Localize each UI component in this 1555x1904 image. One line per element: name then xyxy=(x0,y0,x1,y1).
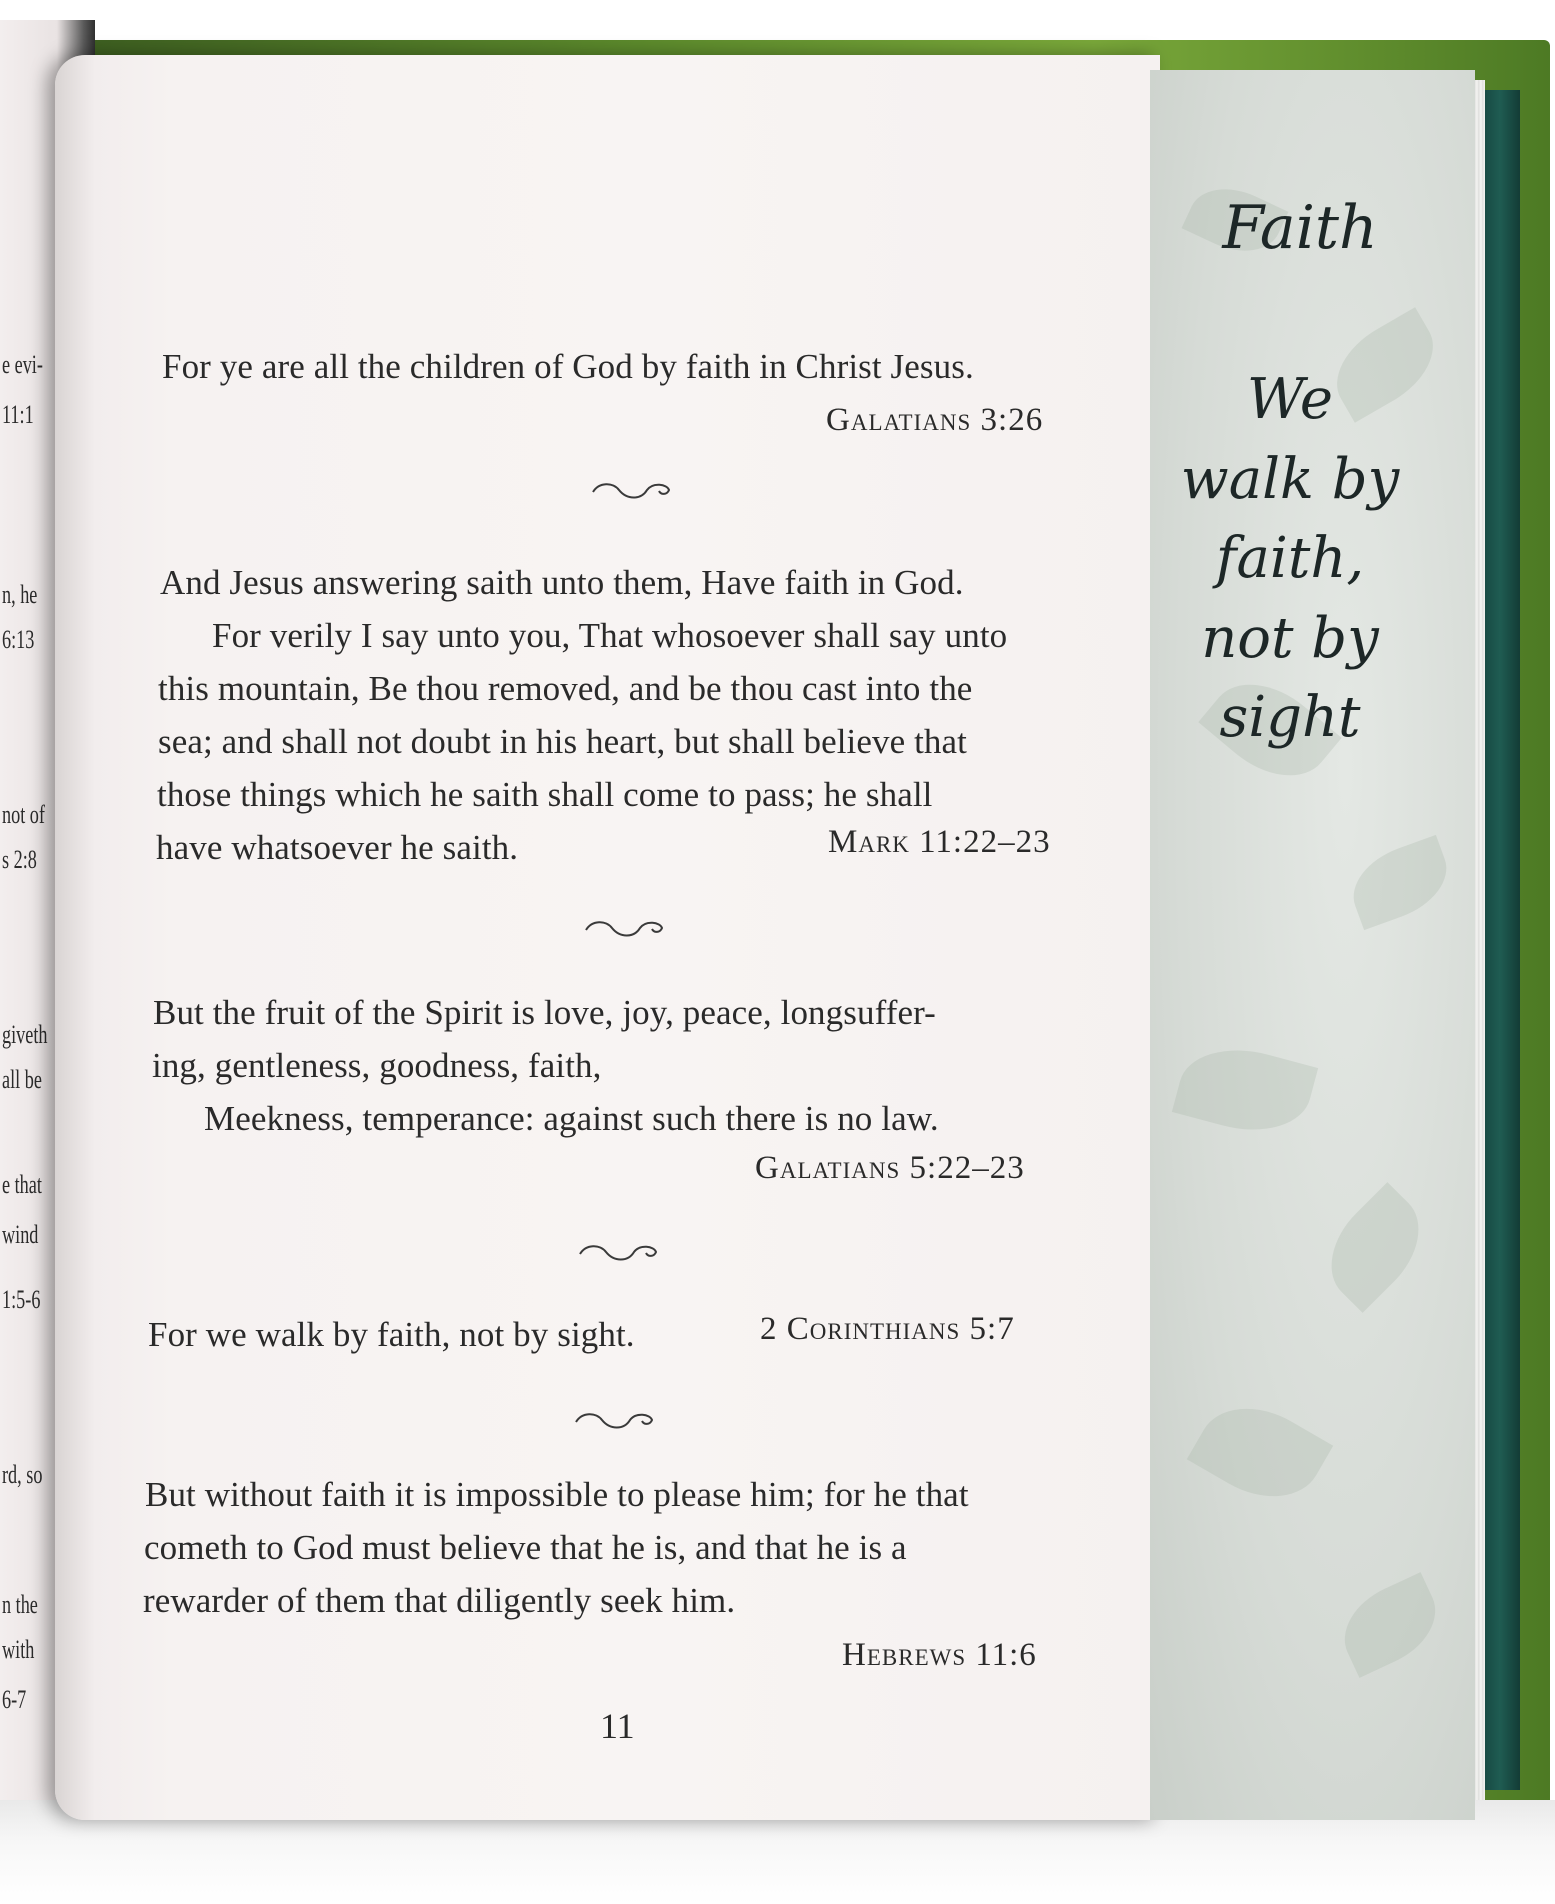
verse-line: For we walk by faith, not by sight. xyxy=(148,1315,635,1354)
left-page-text: all be xyxy=(2,1065,42,1094)
leaf-pattern xyxy=(1187,1386,1333,1520)
verse-reference: Galatians 5:22–23 xyxy=(755,1150,1025,1186)
left-page-text: with xyxy=(2,1635,35,1664)
left-page-text: e that xyxy=(2,1170,42,1199)
left-page-text: giveth xyxy=(2,1020,48,1049)
leaf-pattern xyxy=(1330,1572,1450,1678)
sidebar-quote-line: sight xyxy=(1219,685,1361,751)
sidebar-quote-line: not by xyxy=(1201,605,1379,671)
swirl-divider-icon xyxy=(585,478,675,502)
decorative-sidebar xyxy=(1150,70,1475,1820)
left-page-text: s 2:8 xyxy=(2,845,37,874)
sidebar-quote xyxy=(1140,360,1440,758)
verse-line: For ye are all the children of God by faith in Christ Jesus. xyxy=(162,347,974,386)
left-page-text: wind xyxy=(2,1220,39,1249)
leaf-pattern xyxy=(1310,1182,1441,1313)
left-page-text: e evi- xyxy=(2,350,43,379)
sidebar-title: Faith xyxy=(1222,193,1378,263)
verse-line: this mountain, Be thou removed, and be thou cast into the xyxy=(158,669,973,708)
left-page-text: 11:1 xyxy=(2,400,34,429)
verse-reference: Hebrews 11:6 xyxy=(842,1637,1037,1673)
ribbon-edge xyxy=(1480,90,1520,1790)
left-page-text: not of xyxy=(2,800,45,829)
swirl-divider-icon xyxy=(572,1240,662,1264)
left-page-text: 6:13 xyxy=(2,625,35,654)
left-page-text: 6-7 xyxy=(2,1685,27,1714)
sidebar-quote-line: faith, xyxy=(1215,526,1365,592)
verse-reference: Galatians 3:26 xyxy=(826,402,1044,438)
leaf-pattern xyxy=(1172,1035,1318,1146)
verse-reference: Mark 11:22–23 xyxy=(828,824,1051,860)
left-page-text: n, he xyxy=(2,580,38,609)
left-page-text: rd, so xyxy=(2,1460,43,1489)
swirl-divider-icon xyxy=(578,916,668,940)
verse-line: But the fruit of the Spirit is love, joy, peace, longsuffer- xyxy=(153,993,936,1032)
leaf-pattern xyxy=(1342,835,1458,930)
verse-line: And Jesus answering saith unto them, Have faith in God. xyxy=(160,563,964,602)
verse-line: ing, gentleness, goodness, faith, xyxy=(152,1046,602,1085)
verse-line: For verily I say unto you, That whosoever shall say unto xyxy=(212,616,1008,655)
verse-line: have whatsoever he saith. xyxy=(156,828,519,867)
verse-line: cometh to God must believe that he is, and that he is a xyxy=(144,1528,907,1567)
verse-line: those things which he saith shall come to pass; he shall xyxy=(157,775,933,814)
verse-line: sea; and shall not doubt in his heart, but shall believe that xyxy=(158,722,967,761)
left-page-text: 1:5-6 xyxy=(2,1285,41,1314)
swirl-divider-icon xyxy=(568,1408,658,1432)
verse-reference: 2 Corinthians 5:7 xyxy=(760,1311,1015,1347)
verse-line: rewarder of them that diligently seek him. xyxy=(143,1581,736,1620)
sidebar-quote-line: We xyxy=(1246,367,1334,432)
left-page-text: n the xyxy=(2,1590,38,1619)
verse-line: But without faith it is impossible to please him; for he that xyxy=(145,1475,969,1514)
page-number: 11 xyxy=(600,1706,635,1746)
sidebar-quote-line: walk by xyxy=(1180,446,1400,512)
verse-line: Meekness, temperance: against such there is no law. xyxy=(204,1099,939,1138)
